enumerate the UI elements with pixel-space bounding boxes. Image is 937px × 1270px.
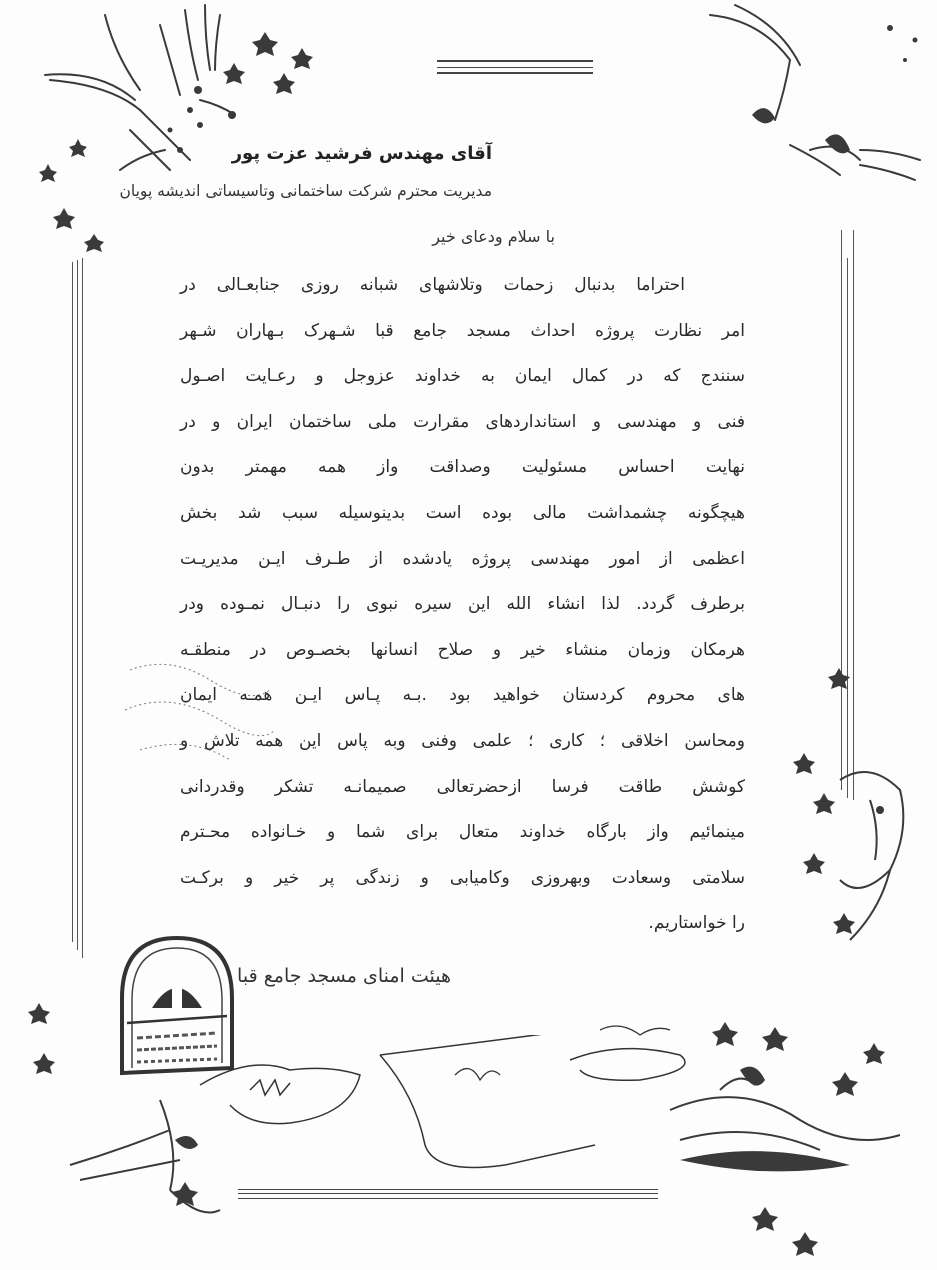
bottom-rule xyxy=(238,1193,658,1194)
signature-3-icon xyxy=(560,1010,720,1100)
left-frame-line xyxy=(77,260,78,950)
body-line: احتراما بدنبال زحمات وتلاشهای شبانه روزی جنابعـالی در xyxy=(180,275,685,295)
body-line: های محروم کردستان خواهید بود .بـه پـاس ایـن همـه ایمان xyxy=(180,685,745,706)
signature-organization: هیئت امنای مسجد جامع قبا xyxy=(237,965,451,987)
floral-bird-ornament-top-right-icon xyxy=(690,0,937,240)
top-rule-lower xyxy=(437,72,593,74)
body-line: ومحاسن اخلاقی ؛ کاری ؛ علمی وفنی وبه پاس این همه تلاش و xyxy=(180,730,745,751)
recipient-name: آقای مهندس فرشید عزت پور xyxy=(231,143,492,164)
body-line: سلامتی وسعادت وبهروزی وکامیابی و زندگی پر خیر و برکـت xyxy=(180,867,745,888)
body-line: سنندج که در کمال ایمان به خداوند عزوجل و رعـایت اصـول xyxy=(180,366,745,387)
signature-1-icon xyxy=(190,1045,370,1135)
floral-bird-ornament-top-left-icon xyxy=(20,0,320,280)
body-line: هیچگونه چشمداشت مالی بوده است بدینوسیله سبب شد بخش xyxy=(180,502,745,523)
recipient-title: مدیریت محترم شرکت ساختمانی وتاسیساتی اندیشه پویان xyxy=(119,182,492,200)
body-line: هرمکان وزمان منشاء خیر و صلاح انسانها بخصـوص در منطقـه xyxy=(180,639,745,660)
body-line: مینمائیم واز بارگاه خداوند متعال برای شما و خـانواده محـترم xyxy=(180,822,745,843)
body-line: نهایت احساس مسئولیت وصداقت واز همه مهمتر بدون xyxy=(180,457,745,478)
letter-body xyxy=(180,263,745,947)
left-frame-line xyxy=(82,258,83,958)
greeting: با سلام ودعای خیر xyxy=(432,227,555,246)
top-rule xyxy=(437,60,593,62)
bottom-rule xyxy=(238,1198,658,1199)
bottom-rule xyxy=(238,1189,658,1190)
bird-ornament-right-icon xyxy=(780,660,937,1000)
body-line: امر نظارت پروژه احداث مسجد جامع قبا شـهرک بـهاران شـهر xyxy=(180,320,745,341)
left-frame-line xyxy=(72,262,73,942)
body-line: کوشش طاقت فرسا ازحضرتعالی صمیمانـه تشکر وقدردانی xyxy=(180,776,745,797)
body-line: را خواستاریم. xyxy=(648,913,745,934)
body-line: اعظمی از امور مهندسی پروژه یادشده از طـرف ایـن مدیریـت xyxy=(180,548,745,569)
top-rule-inner xyxy=(437,67,593,68)
body-line: فنی و مهندسی و استانداردهای مقرارت ملی ساختمان ایران و در xyxy=(180,411,745,432)
body-line: برطرف گردد. لذا انشاء الله این سیره نبوی را دنبـال نمـوده ودر xyxy=(180,594,745,615)
